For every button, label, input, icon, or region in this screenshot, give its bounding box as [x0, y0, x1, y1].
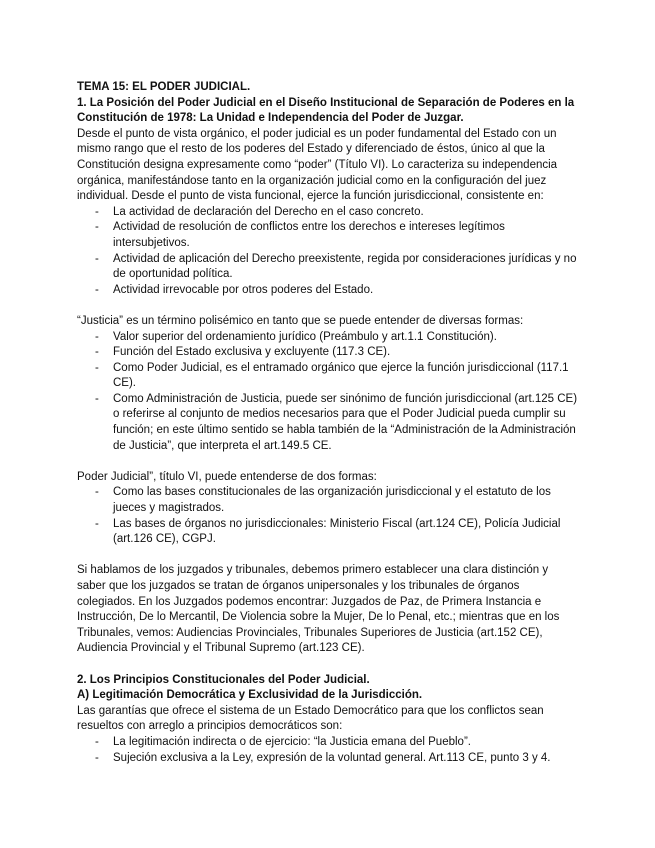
list-item: - Actividad irrevocable por otros poderes del Estado.: [77, 283, 580, 299]
juzgados-paragraph: Si hablamos de los juzgados y tribunales, debemos primero establecer una clara distinción y saber que los juzgados se tratan de órganos unipersonales y los tribunales de órganos colegiados. En los Juzgados podemos encontrar: Juzgados de Paz, de Primera Instancia e Instrucción, De lo Mercantil, De Violencia sobre la Mujer, De lo Penal, etc.; mientras que en los Tribunales, vemos: Audiencias Provinciales, Tribunales Superiores de Justicia (art.152 CE), Audiencia Provincial y el Tribunal Supremo (art.123 CE).: [77, 564, 560, 655]
list-item: - La actividad de declaración del Derecho en el caso concreto.: [77, 205, 580, 221]
list-item: - Actividad de aplicación del Derecho preexistente, regida por consideraciones jurídicas y no de oportunidad política.: [77, 252, 580, 283]
document-title: TEMA 15: EL PODER JUDICIAL.: [77, 81, 251, 93]
list-item: - Como las bases constitucionales de las organización jurisdiccional y el estatuto de los jueces y magistrados.: [77, 485, 580, 516]
section-2-subheading: A) Legitimación Democrática y Exclusividad de la Jurisdicción.: [77, 689, 423, 702]
list-item: - Como Administración de Justicia, puede ser sinónimo de función jurisdiccional (art.125 CE) o referirse al conjunto de medios necesarios para que el Poder Judicial pueda cumplir su función; en este último sentido se habla también de la “Administración de la Administración de Justicia”, que interpreta el art.149.5 CE.: [77, 392, 580, 454]
list-item: - Valor superior del ordenamiento jurídico (Preámbulo y art.1.1 Constitución).: [77, 330, 580, 346]
section-1-heading: 1. La Posición del Poder Judicial en el Diseño Institucional de Separación de Poderes en la Constitución de 1978: La Unidad e Independencia del Poder de Juzgar.: [77, 96, 575, 125]
list-item: - Sujeción exclusiva a la Ley, expresión de la voluntad general. Art.113 CE, punto 3 y 4.: [77, 751, 580, 767]
poder-judicial-intro: Poder Judicial”, título VI, puede entenderse de dos formas:: [77, 470, 377, 483]
poder-judicial-list: [77, 485, 580, 547]
list-item: - Función del Estado exclusiva y excluyente (117.3 CE).: [77, 345, 580, 361]
section-1-intro: Desde el punto de vista orgánico, el poder judicial es un poder fundamental del Estado con un mismo rango que el resto de los poderes del Estado y diferenciado de éstos, único al que la Constitución designa expresamente como “poder” (Título VI). Lo caracteriza su independencia orgánica, manifestándose tanto en la organización judicial como en la configuración del juez individual. Desde el punto de vista funcional, ejerce la función jurisdiccional, consistente en:: [77, 127, 558, 203]
guarantees-list: [77, 735, 580, 766]
list-item: - Las bases de órganos no jurisdiccionales: Ministerio Fiscal (art.124 CE), Policía Judicial (art.126 CE), CGPJ.: [77, 517, 580, 548]
function-list: [77, 205, 580, 299]
justicia-intro: “Justicia” es un término polisémico en tanto que se puede entender de diversas formas:: [77, 314, 524, 327]
list-item: - Como Poder Judicial, es el entramado orgánico que ejerce la función jurisdiccional (117.1 CE).: [77, 361, 580, 392]
list-item: - Actividad de resolución de conflictos entre los derechos e intereses legítimos intersubjetivos.: [77, 220, 580, 251]
document-page: [77, 80, 580, 766]
section-2-intro: Las garantías que ofrece el sistema de un Estado Democrático para que los conflictos sean resueltos con arreglo a principios democráticos son:: [77, 704, 544, 733]
section-2-heading: 2. Los Principios Constitucionales del Poder Judicial.: [77, 673, 370, 686]
justicia-list: [77, 330, 580, 455]
list-item: - La legitimación indirecta o de ejercicio: “la Justicia emana del Pueblo”.: [77, 735, 580, 751]
